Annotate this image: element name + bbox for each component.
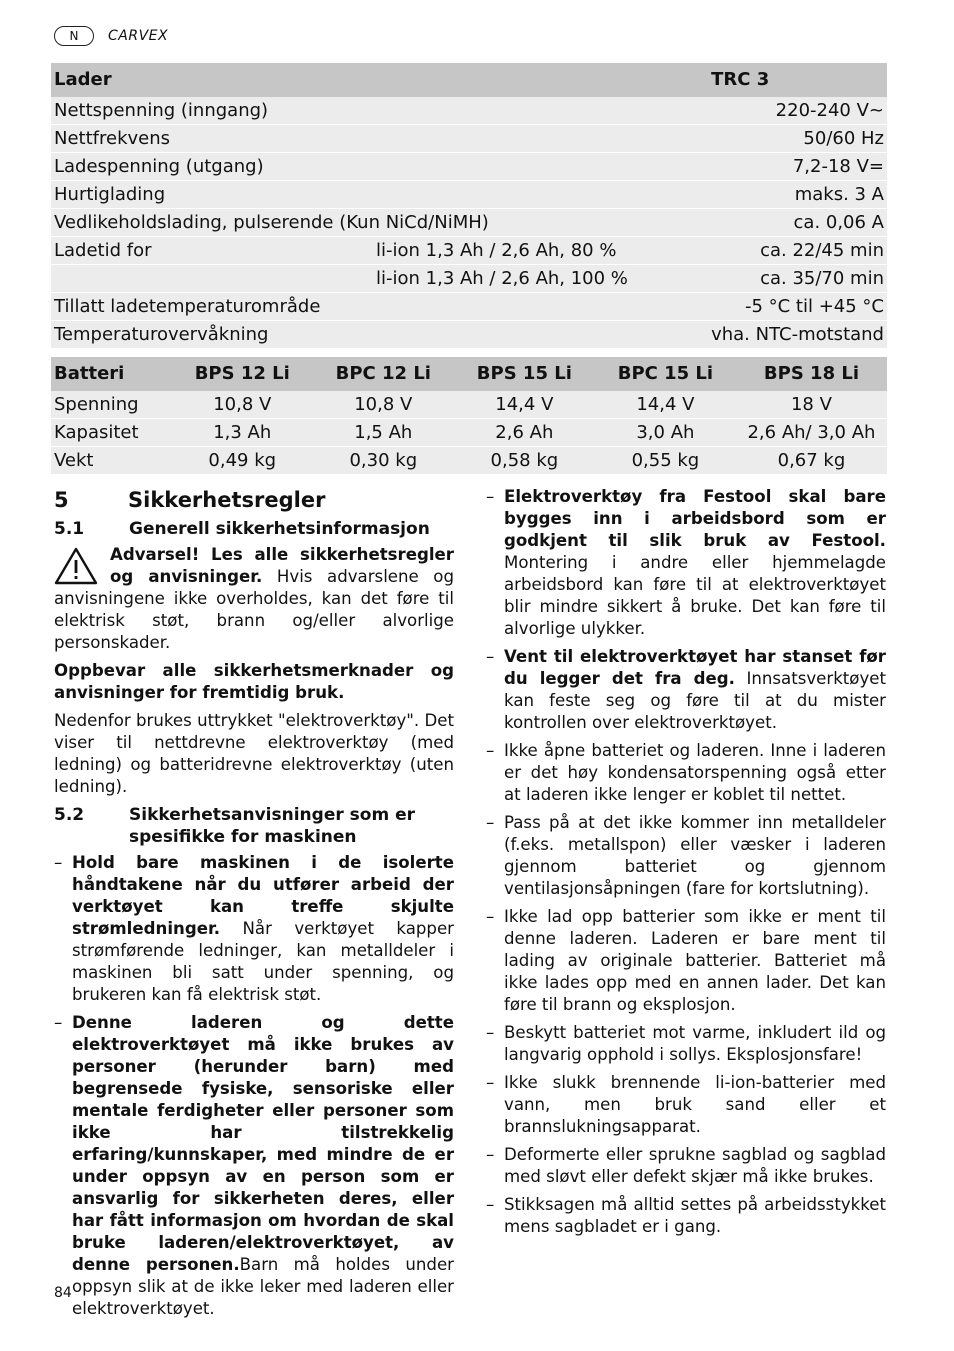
keep-instructions-notice: Oppbevar alle sikkerhetsmerknader og anvisninger for fremtidig bruk. xyxy=(54,661,454,702)
subsection-heading-5-2 xyxy=(54,804,454,848)
section-title: Sikkerhetsregler xyxy=(128,488,326,512)
row-label: Nettspenning (inngang) xyxy=(51,97,708,125)
row-value: 7,2-18 V= xyxy=(708,153,887,181)
bullet-dash: – xyxy=(486,741,495,760)
term-definition: Nedenfor brukes uttrykket "elektroverktøy". Det viser til nettdrevne elektroverktøy (med ledning) og batteridrevne elektroverktøy (uten ledning). xyxy=(54,711,454,796)
safety-item xyxy=(486,486,886,640)
row-value: ca. 0,06 A xyxy=(708,209,887,237)
safety-item-body: Ikke åpne batteriet og laderen. Inne i laderen er det høy kondensatorspenning også etter at laderen ikke lenger er koblet til nettet. xyxy=(504,741,886,804)
battery-model-header: BPC 12 Li xyxy=(313,357,454,391)
battery-cell: 0,55 kg xyxy=(595,447,736,475)
row-label: Kapasitet xyxy=(51,419,172,447)
warning-block xyxy=(54,544,454,654)
charger-table-row xyxy=(51,209,887,237)
row-label: Nettfrekvens xyxy=(51,125,708,153)
battery-cell: 2,6 Ah xyxy=(454,419,595,447)
row-label: Tillatt ladetemperaturområde xyxy=(51,293,708,321)
bullet-dash: – xyxy=(54,853,63,872)
safety-item xyxy=(486,1194,886,1238)
page-header xyxy=(54,26,168,46)
row-condition: li-ion 1,3 Ah / 2,6 Ah, 100 % xyxy=(373,265,708,293)
safety-item xyxy=(486,812,886,900)
battery-table-row xyxy=(51,419,887,447)
bullet-dash: – xyxy=(486,647,495,666)
battery-model-header: BPS 18 Li xyxy=(736,357,887,391)
charger-table-row xyxy=(51,321,887,349)
charger-table-row xyxy=(51,237,887,265)
battery-cell: 14,4 V xyxy=(454,391,595,419)
subsection-title: Generell sikkerhetsinformasjon xyxy=(129,519,430,539)
bullet-dash: – xyxy=(486,813,495,832)
safety-item-body: Beskytt batteriet mot varme, inkludert ild og langvarig opphold i sollys. Eksplosjonsfare! xyxy=(504,1023,886,1064)
row-value: maks. 3 A xyxy=(708,181,887,209)
row-label xyxy=(51,265,373,293)
safety-item xyxy=(486,646,886,734)
bullet-dash: – xyxy=(486,907,495,926)
row-value: ca. 35/70 min xyxy=(708,265,887,293)
left-column xyxy=(54,486,454,1326)
warning-lead: Advarsel! Les alle sikkerhetsregler og anvisninger. xyxy=(110,545,454,586)
bullet-dash: – xyxy=(486,1023,495,1042)
safety-item xyxy=(54,1012,454,1320)
safety-item-lead: Hold bare maskinen i de isolerte håndtakene når du utfører arbeid der verktøyet kan treffe skjulte strømledninger. xyxy=(72,853,454,938)
safety-item xyxy=(486,740,886,806)
charger-table-row xyxy=(51,265,887,293)
safety-item xyxy=(486,1022,886,1066)
battery-table-row xyxy=(51,391,887,419)
row-value: ca. 22/45 min xyxy=(708,237,887,265)
safety-item-body: Deformerte eller sprukne sagblad og sagblad med sløvt eller defekt skjær må ikke brukes. xyxy=(504,1145,886,1186)
safety-item-body: Ikke lad opp batterier som ikke er ment til denne laderen. Laderen er bare ment til lading av originale batterier. Batteriet må ikke lades opp med en annen lader. Det kan føre til brann og eksplosjon. xyxy=(504,907,886,1014)
row-condition: li-ion 1,3 Ah / 2,6 Ah, 80 % xyxy=(373,237,708,265)
battery-model-header: BPC 15 Li xyxy=(595,357,736,391)
safety-item-body: Ikke slukk brennende li-ion-batterier med vann, men bruk sand eller et brannslukningsapparat. xyxy=(504,1073,886,1136)
safety-item-text xyxy=(504,740,886,806)
battery-cell: 1,3 Ah xyxy=(172,419,313,447)
battery-model-header: BPS 12 Li xyxy=(172,357,313,391)
charger-model: TRC 3 xyxy=(708,63,887,97)
safety-item-text xyxy=(72,1012,454,1320)
row-value: vha. NTC-motstand xyxy=(708,321,887,349)
charger-table-row xyxy=(51,125,887,153)
charger-table-row xyxy=(51,153,887,181)
row-value: -5 °C til +45 °C xyxy=(708,293,887,321)
charger-table-row xyxy=(51,293,887,321)
battery-cell: 3,0 Ah xyxy=(595,419,736,447)
subsection-number: 5.1 xyxy=(54,519,85,539)
safety-item xyxy=(486,1144,886,1188)
safety-item-text xyxy=(72,852,454,1006)
right-column xyxy=(486,486,886,1244)
bullet-dash: – xyxy=(54,1013,63,1032)
safety-item-text xyxy=(504,1022,886,1066)
safety-item-body: Barn må holdes under oppsyn slik at de ikke leker med laderen eller elektroverktøyet. xyxy=(72,1255,454,1318)
warning-text: Hvis advarslene og anvisningene ikke overholdes, kan det føre til elektrisk støt, brann og/eller alvorlige personskader. xyxy=(54,567,454,652)
charger-table-row xyxy=(51,181,887,209)
subsection-number: 5.2 xyxy=(54,805,85,825)
battery-table-row xyxy=(51,447,887,475)
battery-cell: 0,67 kg xyxy=(736,447,887,475)
safety-list-left xyxy=(54,852,454,1320)
safety-item-text xyxy=(504,1194,886,1238)
bullet-dash: – xyxy=(486,1145,495,1164)
warning-triangle-icon xyxy=(54,546,98,586)
section-number: 5 xyxy=(54,488,69,512)
safety-item xyxy=(486,1072,886,1138)
brand-name: CARVEX xyxy=(108,28,169,44)
safety-item-text xyxy=(504,906,886,1016)
safety-item-body: Stikksagen må alltid settes på arbeidsstykket mens sagbladet er i gang. xyxy=(504,1195,886,1236)
subsection-heading-5-1 xyxy=(54,518,454,540)
battery-table-header xyxy=(51,357,887,391)
safety-item-text xyxy=(504,1072,886,1138)
battery-cell: 14,4 V xyxy=(595,391,736,419)
language-badge: N xyxy=(54,26,94,46)
safety-item-lead: Vent til elektroverktøyet har stanset før du legger det fra deg. xyxy=(504,647,886,688)
bullet-dash: – xyxy=(486,1073,495,1092)
charger-spec-table xyxy=(51,63,887,348)
battery-model-header: BPS 15 Li xyxy=(454,357,595,391)
battery-cell: 10,8 V xyxy=(172,391,313,419)
battery-header-label: Batteri xyxy=(51,357,172,391)
charger-table-row xyxy=(51,97,887,125)
battery-cell: 0,49 kg xyxy=(172,447,313,475)
row-label: Temperaturovervåkning xyxy=(51,321,708,349)
battery-cell: 10,8 V xyxy=(313,391,454,419)
row-label: Ladespenning (utgang) xyxy=(51,153,708,181)
bullet-dash: – xyxy=(486,487,495,506)
row-label: Ladetid for xyxy=(51,237,373,265)
row-label: Vedlikeholdslading, pulserende (Kun NiCd/NiMH) xyxy=(51,209,708,237)
row-label: Spenning xyxy=(51,391,172,419)
section-heading xyxy=(54,486,454,514)
row-label: Hurtiglading xyxy=(51,181,708,209)
safety-item-lead: Denne laderen og dette elektroverktøyet må ikke brukes av personer (herunder barn) med begrensede fysiske, sensoriske eller mentale ferdigheter eller personer som ikke har tilstrekkelig erfaring/kunnskaper, med mindre de er under oppsyn av en person som er ansvarlig for sikkerheten deres, eller har fått informasjon om hvordan de skal bruke laderen/elektroverktøyet, av denne personen. xyxy=(72,1013,454,1274)
bullet-dash: – xyxy=(486,1195,495,1214)
battery-spec-table xyxy=(51,357,887,474)
battery-cell: 2,6 Ah/ 3,0 Ah xyxy=(736,419,887,447)
safety-item-body: Innsatsverktøyet kan feste seg og føre til at du mister kontrollen over elektroverktøyet. xyxy=(504,669,886,732)
battery-cell: 18 V xyxy=(736,391,887,419)
safety-item-lead: Elektroverktøy fra Festool skal bare bygges inn i arbeidsbord som er godkjent til slik bruk av Festool. xyxy=(504,487,886,550)
page-number: 84 xyxy=(54,1285,72,1301)
safety-item-text xyxy=(504,646,886,734)
safety-item-body: Når verktøyet kapper strømførende ledninger, kan metalldeler i maskinen bli satt under spenning, og brukeren kan få elektrisk støt. xyxy=(72,919,454,1004)
subsection-title: Sikkerhetsanvisninger som er spesifikke for maskinen xyxy=(129,805,415,847)
charger-table-title: Lader xyxy=(51,63,708,97)
safety-item xyxy=(54,852,454,1006)
safety-item xyxy=(486,906,886,1016)
safety-item-text xyxy=(504,812,886,900)
safety-list-right xyxy=(486,486,886,1238)
safety-item-body: Montering i andre eller hjemmelagde arbeidsbord kan føre til at elektroverktøyet blir mindre sikkert å bruke. Det kan føre til alvorlige ulykker. xyxy=(504,553,886,638)
battery-cell: 0,30 kg xyxy=(313,447,454,475)
row-value: 50/60 Hz xyxy=(708,125,887,153)
safety-item-text xyxy=(504,486,886,640)
row-label: Vekt xyxy=(51,447,172,475)
charger-table-header xyxy=(51,63,887,97)
safety-item-body: Pass på at det ikke kommer inn metalldeler (f.eks. metallspon) eller væsker i laderen gjennom batteriet og gjennom ventilasjonsåpningen (fare for kortslutning). xyxy=(504,813,886,898)
battery-cell: 1,5 Ah xyxy=(313,419,454,447)
safety-item-text xyxy=(504,1144,886,1188)
battery-cell: 0,58 kg xyxy=(454,447,595,475)
row-value: 220-240 V~ xyxy=(708,97,887,125)
